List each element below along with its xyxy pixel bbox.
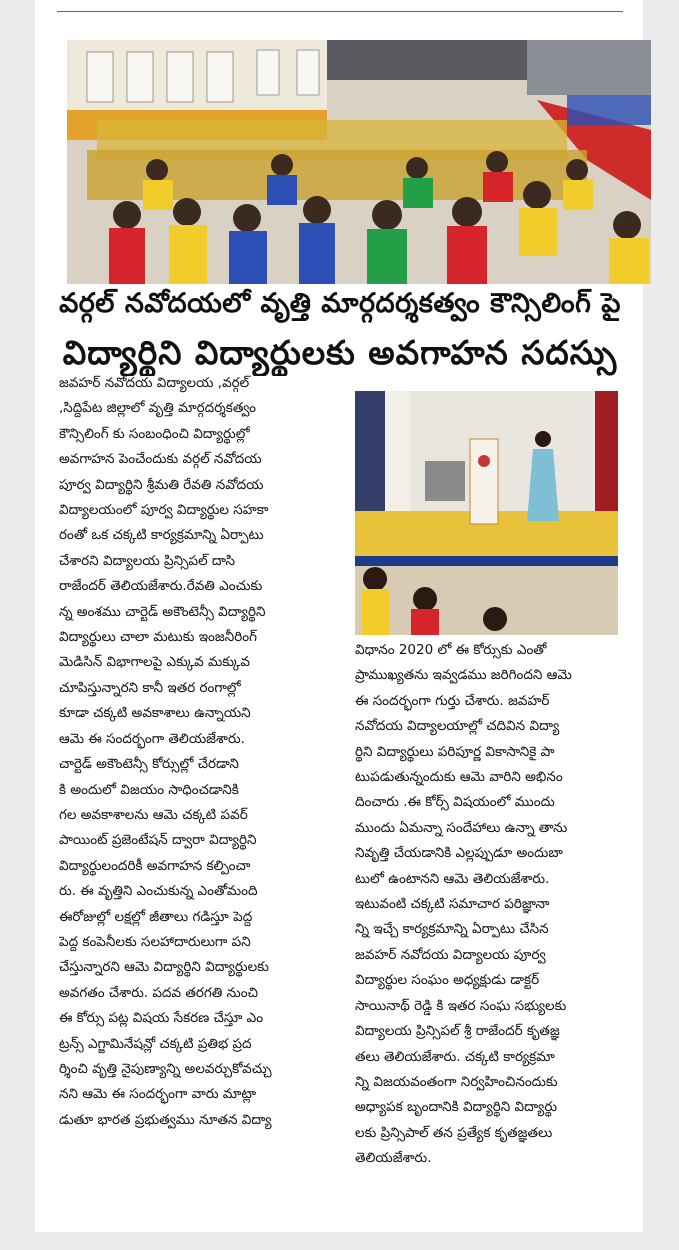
article-right-column [355,638,623,1172]
article-line: తలు తెలియజేశారు. చక్కటి కార్యక్రమా [355,1048,555,1065]
article-line: అవగతం చేశారు. పదవ తరగతి నుంచి [59,984,258,1001]
article-line: విద్యార్థుల సంఘం అధ్యక్షుడు డాక్టర్ [355,972,540,989]
article-line: టుపడుతున్నందుకు ఆమె వారిని అభినం [355,769,563,786]
article-line: కౌన్సిలింగ్ కు సంబంధించి విద్యార్థుల్లో [59,425,250,442]
speaker-stage-photo [355,391,618,635]
article-line: విధానం 2020 లో ఈ కోర్సుకు ఎంతో [355,642,547,658]
article-line: న్ని విజయవంతంగా నిర్వహించినందుకు [355,1073,558,1090]
article-line: ,సిద్దిపేట జిల్లాలో వృత్తి మార్గదర్శకత్వం [59,400,257,417]
article-line: ట్రన్స్ ఎగ్జామినేషన్లో చక్కటి ప్రతిభ ప్రద [59,1035,252,1052]
article-line: విద్యార్థులు చాలా మటుకు ఇంజనీరింగ్ [59,629,257,646]
article-line: చూపిస్తున్నారని కానీ ఇతర రంగాల్లో [59,679,241,696]
article-left-column [59,371,344,1133]
students-hall-photo [67,40,651,284]
top-rule [57,11,623,12]
article-line: టులో ఉంటానని ఆమె తెలియజేశారు. [355,870,550,887]
article-line: విద్యార్థులందరికీ అవగాహన కల్పించా [59,857,251,874]
article-line: డుతూ భారత ప్రభుత్వము నూతన విద్యా [59,1111,272,1128]
article-line: నని ఆమె ఈ సందర్భంగా వారు మాట్లా [59,1086,257,1103]
article-line: పాయింట్ ప్రజెంటేషన్ ద్వారా విద్యార్థిని [59,832,257,849]
article-line: ప్రాముఖ్యతను ఇవ్వడము జరిగిందని ఆమె [355,667,572,684]
article-line: నివృత్తి చేయడానికి ఎల్లప్పుడూ అందుబా [355,845,563,862]
article-line: చార్టెడ్ అకౌంటెన్సీ కోర్సుల్లో చేరడాని [59,756,239,773]
article-line: పూర్వ విద్యార్థిని శ్రీమతి రేవతి నవోదయ [59,476,264,493]
article-line: రాజేందర్ తెలియజేశారు.రేవతి ఎంచుకు [59,578,263,595]
headline-line-1: వర్గల్ నవోదయలో వృత్తి మార్గదర్శకత్వం కౌన్సిలింగ్ పై [59,288,621,319]
article-line: ఇటువంటి చక్కటి సమాచార పరిజ్ఞానా [355,896,550,913]
article-line: అధ్యాపక బృందానికి విద్యార్థిని విద్యార్థు [355,1099,558,1116]
article-line: పెద్ద కంపెనీలకు సలహాదారులుగా పని [59,933,251,950]
headline-line-2: విద్యార్థిని విద్యార్థులకు అవగాహన సదస్సు [62,333,618,372]
article-line: విద్యాలయ ప్రిన్సిపల్ శ్రీ రాజేందర్ కృతజ్ఞ [355,1023,560,1040]
article-line: ర్శించి వృత్తి నైపుణ్యాన్ని అలవర్చుకోవచ్చు [59,1060,272,1077]
article-line: చేశారని విద్యాలయ ప్రిన్సిపల్ దాసి [59,552,236,569]
article-line: ఈ కోర్సు పట్ల విషయ సేకరణ చేస్తూ ఎం [59,1010,264,1027]
article-line: రు. ఈ వృత్తిని ఎంచుకున్న ఎంతోమంది [59,883,258,900]
article-line: దించారు .ఈ కోర్స్ విషయంలో ముందు [355,794,555,811]
article-line: తెలియజేశారు. [355,1150,432,1167]
article-line: నవోదయ విద్యాలయాల్లో చదివిన విద్యా [355,718,560,735]
article-line: విద్యాలయంలో పూర్వ విద్యార్థుల సహకా [59,502,269,519]
article-line: రంతో ఒక చక్కటి కార్యక్రమాన్ని ఏర్పాటు [59,527,264,544]
article-line: న్ని ఇచ్చే కార్యక్రమాన్ని ఏర్పాటు చేసిన [355,921,549,938]
article-line: ముందు ఏమన్నా సందేహాలు ఉన్నా తాను [355,819,568,836]
article-line: జవహర్ నవోదయ విద్యాలయ పూర్వ [355,946,546,963]
article-line: న్న అంశము చార్టెడ్ అకౌంటెన్సీ విద్యార్థిని [59,603,266,620]
article-line: కూడా చక్కటి అవకాశాలు ఉన్నాయని [59,705,251,722]
article-line: ర్థిని విద్యార్థులు పరిపూర్ణ వికాసానికై పా [355,743,555,760]
article-line: ఈరోజుల్లో లక్షల్లో జీతాలు గడిస్తూ పెద్ద [59,908,253,925]
article-line: జవహర్ నవోదయ విద్యాలయ ,వర్గల్ [59,375,250,391]
newspaper-page [35,0,643,1232]
article-line: ఆమె ఈ సందర్భంగా తెలియజేశారు. [59,730,245,747]
article-line: ఈ సందర్భంగా గుర్తు చేశారు. జవహర్ [355,692,550,709]
article-line: కి అందులో విజయం సాధించడానికి [59,781,239,798]
article-line: సాయినాథ్ రెడ్డి కి ఇతర సంఘ సభ్యులకు [355,997,567,1014]
article-line: మెడిసిన్ విభాగాలపై ఎక్కువ మక్కువ [59,654,250,671]
article-line: అవగాహన పెంచేందుకు వర్గల్ నవోదయ [59,451,262,468]
article-line: గల అవకాశాలను ఆమె చక్కటి పవర్ [59,806,248,823]
article-line: చేస్తున్నారని ఆమె విద్యార్థిని విద్యార్థులకు [59,959,269,976]
article-line: లకు ప్రిన్సిపాల్ తన ప్రత్యేక కృతజ్ఞతలు [355,1124,553,1141]
